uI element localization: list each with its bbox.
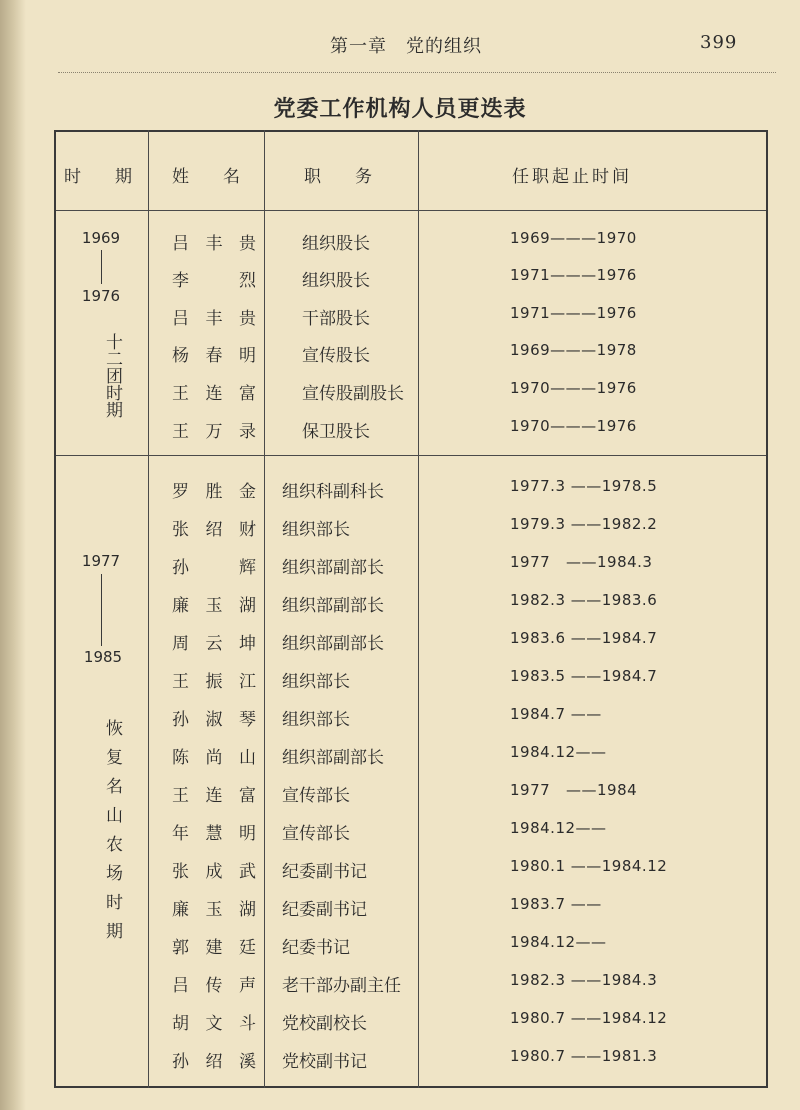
person-term: 1971———1976 [510, 266, 637, 284]
person-term: 1980.7 ——1984.12 [510, 1009, 668, 1027]
table-row [54, 743, 768, 780]
table-top-border [54, 130, 768, 132]
table-row [54, 819, 768, 856]
person-post: 党校副校长 [282, 1014, 367, 1034]
person-name: 王连富 [172, 384, 256, 404]
col-header-post: 职 务 [304, 167, 372, 187]
period1-end: 1976 [81, 287, 121, 305]
person-post: 组织部副部长 [282, 748, 384, 768]
person-name: 吕传声 [172, 976, 256, 996]
person-post: 纪委副书记 [282, 900, 367, 920]
period2-label: 恢复名山农场时期 [102, 719, 122, 951]
personnel-table [54, 130, 768, 1088]
person-post: 纪委副书记 [282, 862, 367, 882]
person-post: 组织部长 [282, 710, 350, 730]
person-post: 干部股长 [302, 309, 370, 329]
person-post: 宣传部长 [282, 824, 350, 844]
table-row [54, 379, 768, 416]
table-row [54, 705, 768, 742]
person-term: 1980.7 ——1981.3 [510, 1047, 658, 1065]
person-post: 组织部副部长 [282, 596, 384, 616]
person-name: 孙绍溪 [172, 1052, 256, 1072]
period2-start: 1977 [81, 552, 121, 570]
person-post: 组织部长 [282, 520, 350, 540]
person-term: 1970———1976 [510, 417, 637, 435]
person-post: 保卫股长 [302, 422, 370, 442]
person-term: 1984.12—— [510, 933, 607, 951]
person-term: 1984.7 —— [510, 705, 602, 723]
person-name: 孙辉 [172, 558, 256, 578]
col-header-name: 姓 名 [172, 167, 240, 187]
table-bottom-border [54, 1086, 768, 1088]
chapter-header: 第一章 党的组织 [330, 36, 482, 57]
person-term: 1971———1976 [510, 304, 637, 322]
col-header-term: 任职起止时间 [512, 167, 632, 187]
table-row [54, 417, 768, 454]
table-row [54, 304, 768, 341]
page-number: 399 [700, 32, 738, 53]
person-post: 组织部长 [282, 672, 350, 692]
person-post: 宣传股副股长 [302, 384, 404, 404]
person-name: 李烈 [172, 271, 256, 291]
table-row [54, 1047, 768, 1084]
person-term: 1977 ——1984.3 [510, 553, 653, 571]
book-spine-shadow [0, 0, 26, 1110]
table-row [54, 781, 768, 818]
person-name: 王连富 [172, 786, 256, 806]
person-name: 吕丰贵 [172, 234, 256, 254]
person-term: 1977.3 ——1978.5 [510, 477, 658, 495]
person-name: 王振江 [172, 672, 256, 692]
person-name: 胡文斗 [172, 1014, 256, 1034]
table-row [54, 667, 768, 704]
person-name: 吕丰贵 [172, 309, 256, 329]
table-row [54, 477, 768, 514]
table-row [54, 341, 768, 378]
person-post: 宣传部长 [282, 786, 350, 806]
person-post: 组织部副部长 [282, 558, 384, 578]
person-post: 党校副书记 [282, 1052, 367, 1072]
table-row [54, 895, 768, 932]
person-post: 纪委书记 [282, 938, 350, 958]
person-post: 老干部办副主任 [282, 976, 401, 996]
person-post: 组织股长 [302, 271, 370, 291]
person-term: 1982.3 ——1984.3 [510, 971, 658, 989]
period1-label: 十二团时期 [102, 332, 122, 418]
person-term: 1984.12—— [510, 819, 607, 837]
person-post: 组织股长 [302, 234, 370, 254]
period2-end: 1985 [83, 648, 123, 666]
person-name: 罗胜金 [172, 482, 256, 502]
person-term: 1969———1970 [510, 229, 637, 247]
person-term: 1983.6 ——1984.7 [510, 629, 658, 647]
person-term: 1970———1976 [510, 379, 637, 397]
person-term: 1984.12—— [510, 743, 607, 761]
person-term: 1982.3 ——1983.6 [510, 591, 658, 609]
person-name: 张绍财 [172, 520, 256, 540]
person-post: 组织部副部长 [282, 634, 384, 654]
table-row [54, 553, 768, 590]
col-header-period: 时 期 [64, 167, 132, 187]
table-row [54, 933, 768, 970]
person-term: 1980.1 ——1984.12 [510, 857, 668, 875]
table-title: 党委工作机构人员更迭表 [273, 97, 527, 122]
table-row [54, 515, 768, 552]
person-term: 1983.7 —— [510, 895, 602, 913]
person-name: 周云坤 [172, 634, 256, 654]
person-term: 1983.5 ——1984.7 [510, 667, 658, 685]
table-row [54, 857, 768, 894]
period-divider [54, 455, 768, 456]
person-post: 组织科副科长 [282, 482, 384, 502]
table-row [54, 629, 768, 666]
person-name: 孙淑琴 [172, 710, 256, 730]
table-row [54, 971, 768, 1008]
period1-start: 1969 [81, 229, 121, 247]
header-divider [58, 72, 776, 73]
person-name: 张成武 [172, 862, 256, 882]
person-term: 1969———1978 [510, 341, 637, 359]
person-name: 杨春明 [172, 346, 256, 366]
person-name: 廉玉湖 [172, 900, 256, 920]
table-row [54, 1009, 768, 1046]
header-bottom-border [54, 210, 768, 211]
person-term: 1979.3 ——1982.2 [510, 515, 658, 533]
table-row [54, 591, 768, 628]
person-term: 1977 ——1984 [510, 781, 638, 799]
person-post: 宣传股长 [302, 346, 370, 366]
person-name: 郭建廷 [172, 938, 256, 958]
person-name: 陈尚山 [172, 748, 256, 768]
person-name: 年慧明 [172, 824, 256, 844]
table-row [54, 266, 768, 303]
person-name: 廉玉湖 [172, 596, 256, 616]
person-name: 王万录 [172, 422, 256, 442]
table-row [54, 229, 768, 266]
